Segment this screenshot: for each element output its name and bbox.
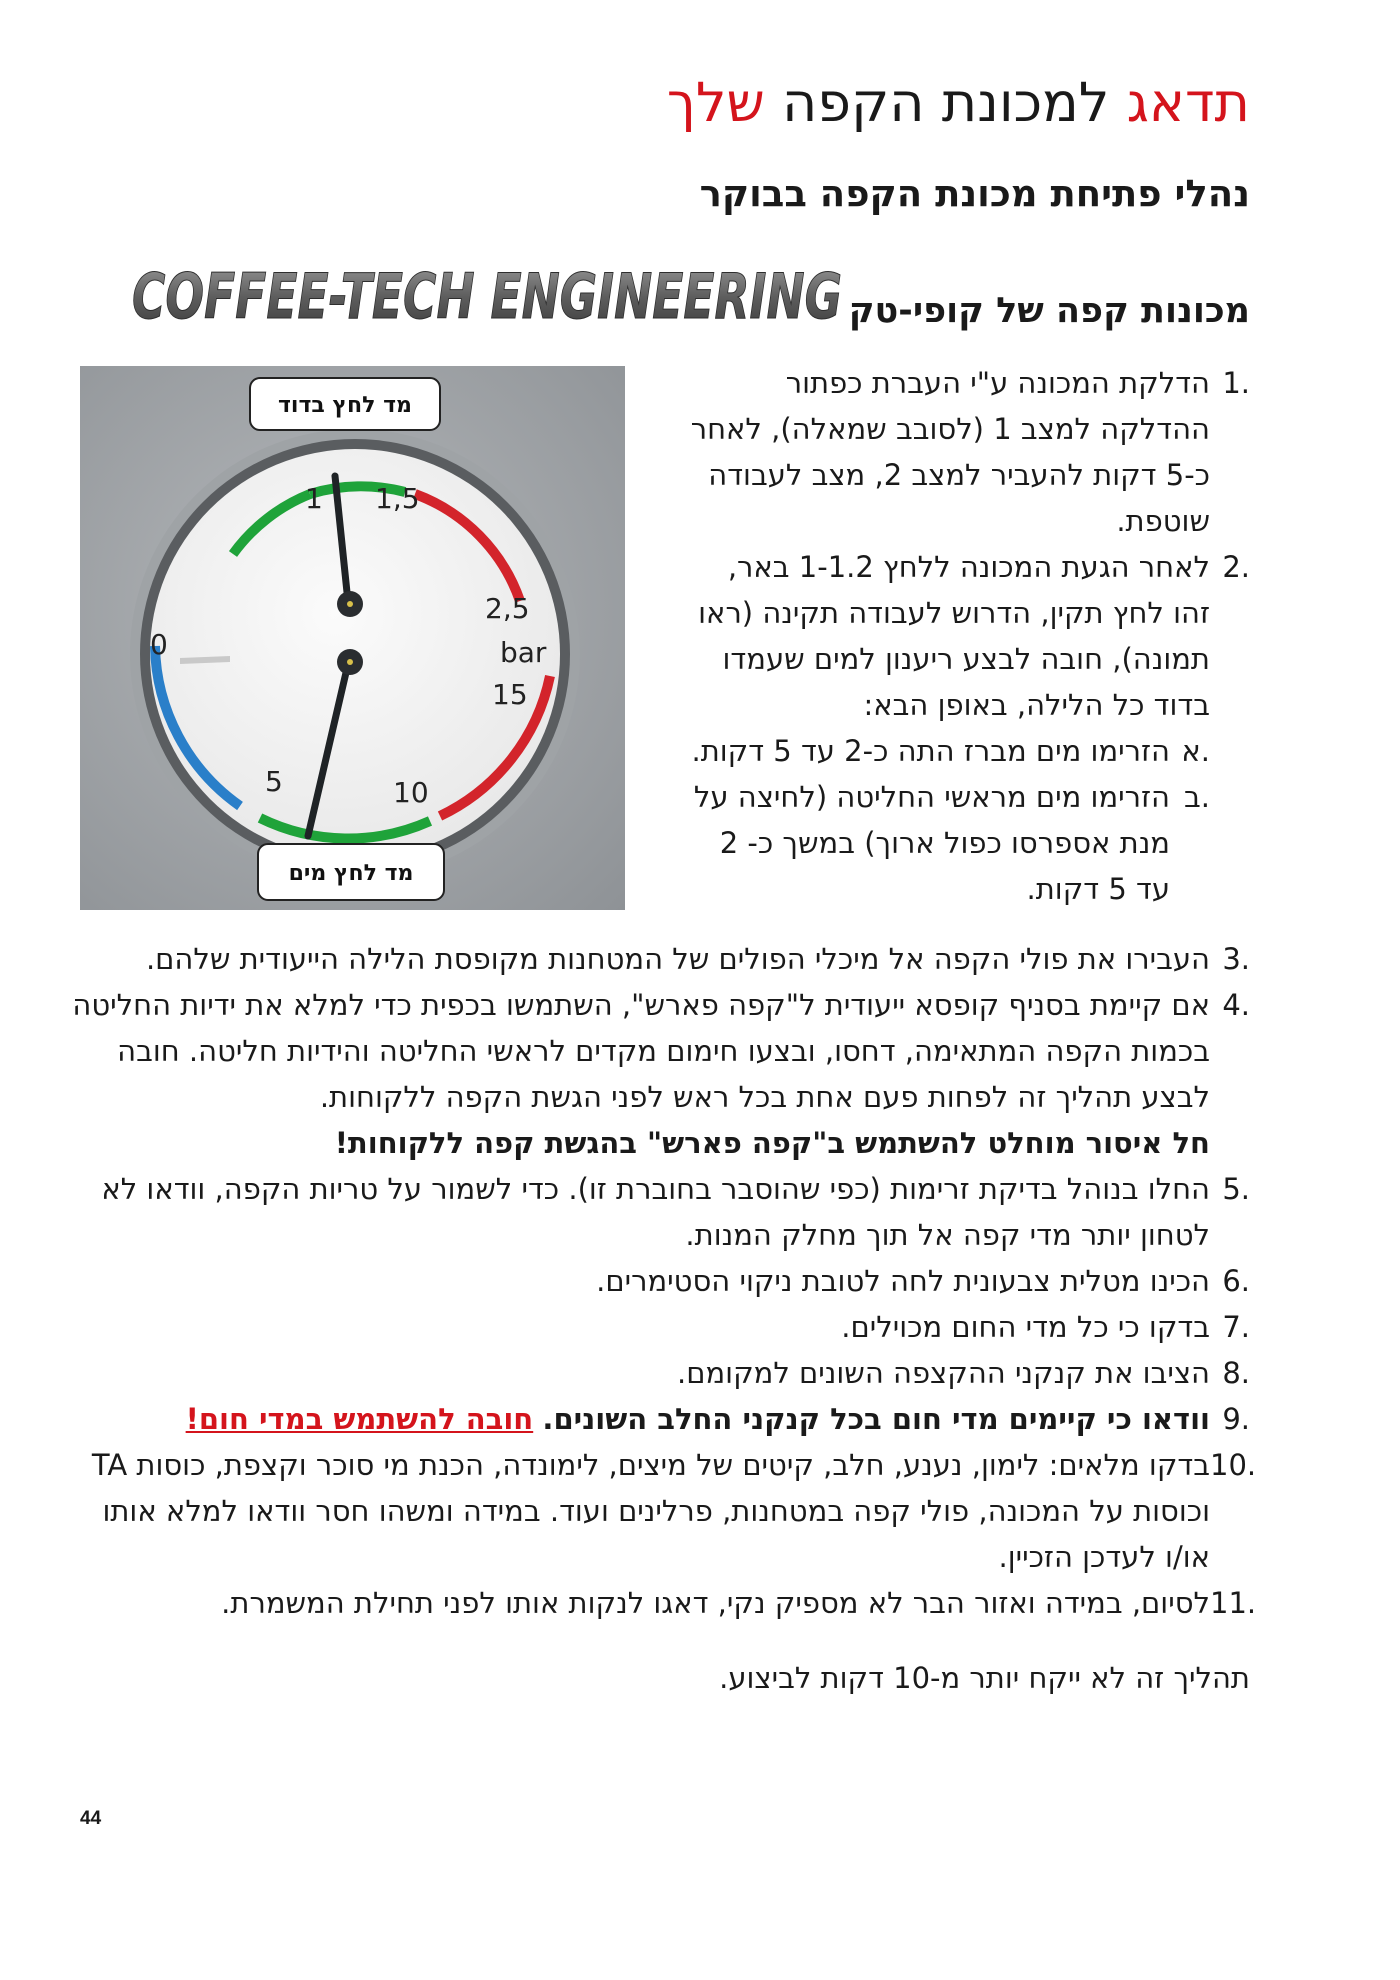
list-item <box>690 544 1250 728</box>
list-item <box>50 1258 1250 1304</box>
tick-label-1-5: 1,5 <box>375 482 420 515</box>
title-word-2: למכונת הקפה <box>764 71 1127 134</box>
step-text: הדלקת המכונה ע"י העברת כפתור ההדלקה למצב 1 (לסובב שמאלה), לאחר כ-5 דקות להעביר למצב 2, מצב לעבודה שוטפת. <box>690 366 1210 538</box>
water-pressure-label: מד לחץ מים <box>288 861 414 886</box>
list-item <box>50 982 1250 1166</box>
sub-letter: .א <box>1181 734 1210 768</box>
step-number: .10 <box>1210 1448 1257 1482</box>
step-4-warning: חל איסור מוחלט להשתמש ב"קפה פארש" בהגשת קפה ללקוחות! <box>334 1126 1210 1160</box>
page-title <box>150 72 1250 134</box>
steps-list-top <box>690 360 1250 912</box>
list-item <box>50 936 1250 982</box>
coffee-tech-logo <box>128 258 848 330</box>
tick-label-2-5: 2,5 <box>485 592 530 625</box>
step-text: בדקו כי כל מדי החום מכוילים. <box>841 1310 1210 1344</box>
section-heading: מכונות קפה של קופי-טק <box>848 291 1250 331</box>
tick-label-0: 0 <box>150 628 168 661</box>
sub-item <box>690 774 1210 912</box>
water-needle-pin <box>347 659 353 665</box>
list-item <box>690 360 1250 544</box>
tick-label-10: 10 <box>393 776 429 809</box>
list-item <box>50 1580 1257 1626</box>
step-text: הציבו את קנקני ההקצפה השונים למקומם. <box>677 1356 1210 1390</box>
sub-letter: .ב <box>1184 780 1210 814</box>
duration-note: תהליך זה לא ייקח יותר מ-10 דקות לביצוע. <box>719 1661 1250 1695</box>
page-number: 44 <box>80 1808 102 1829</box>
list-item <box>50 1442 1257 1580</box>
tick-label-1: 1 <box>305 482 323 515</box>
step-number: .4 <box>1222 988 1250 1022</box>
step-number: .5 <box>1222 1172 1250 1206</box>
boiler-pressure-label: מד לחץ בדוד <box>278 393 412 418</box>
sub-text: הזרימו מים מברז התה כ-2 עד 5 דקות. <box>691 734 1170 768</box>
step-text: העבירו את פולי הקפה אל מיכלי הפולים של המטחנות מקופסת הלילה הייעודית שלהם. <box>145 942 1210 976</box>
step-text: החלו בנוהל בדיקת זרימות (כפי שהוסבר בחוברת זו). כדי לשמור על טריות הקפה, וודאו לא לטחון יותר מדי קפה אל תוך מחלק המנות. <box>101 1172 1210 1252</box>
list-item <box>50 1166 1250 1258</box>
tick-label-15: 15 <box>492 678 528 711</box>
step-text: הכינו מטלית צבעונית לחה לטובת ניקוי הסטימרים. <box>596 1264 1210 1298</box>
step-number: .9 <box>1222 1402 1250 1436</box>
step-text <box>50 982 1210 1166</box>
sub-text: הזרימו מים מראשי החליטה (לחיצה על מנת אספרסו כפול ארוך) במשך כ- 2 עד 5 דקות. <box>693 780 1170 906</box>
logo-text: COFFEE-TECH ENGINEERING <box>132 260 842 330</box>
list-item <box>50 1396 1250 1442</box>
step-number: .6 <box>1222 1264 1250 1298</box>
step-text: בדקו מלאים: לימון, נענע, חלב, קיטים של מיצים, לימונדה, הכנת מי סוכר וקצפת, כוסות TA וכוסות על המכונה, פולי קפה במטחנות, פרלינים ועוד. במידה ומשהו חסר וודאו למלא אותו או/ו לעדכן הזכיין. <box>91 1448 1210 1574</box>
steps-list-full <box>50 936 1257 1626</box>
step-text: לסיום, במידה ואזור הבר לא מספיק נקי, דאגו לנקות אותו לפני תחילת המשמרת. <box>221 1586 1210 1620</box>
step-4-body: אם קיימת בסניף קופסא ייעודית ל"קפה פארש", השתמשו בכפית כדי למלא את ידיות החליטה בכמות הקפה המתאימה, דחסו, ובצעו חימום מקדים לראשי החליטה והידיות חליטה. חובה לבצע תהליך זה לפחות פעם אחת בכל ראש לפני הגשת הקפה ללקוחות. <box>72 988 1210 1114</box>
list-item <box>50 1350 1250 1396</box>
step-number: .3 <box>1222 942 1250 976</box>
step-number: .2 <box>1222 550 1250 584</box>
title-word-3: שלך <box>666 71 765 134</box>
step-number: .8 <box>1222 1356 1250 1390</box>
sub-item <box>690 728 1210 774</box>
gauge-unit-label: bar <box>500 636 547 669</box>
boiler-needle-pin <box>347 601 353 607</box>
list-item <box>50 1304 1250 1350</box>
step-number: .11 <box>1210 1586 1257 1620</box>
page-subtitle: נהלי פתיחת מכונת הקפה בבוקר <box>699 172 1250 215</box>
step-number: .7 <box>1222 1310 1250 1344</box>
tick-label-5: 5 <box>265 765 283 798</box>
pressure-gauge-photo <box>80 366 625 910</box>
step-text: לאחר הגעת המכונה ללחץ 1-1.2 באר, זהו לחץ תקין, הדרוש לעבודה תקינה (ראו תמונה), חובה לבצע ריענון למים שעמדו בדוד כל הלילה, באופן הבא: <box>698 550 1210 722</box>
title-word-1: תדאג <box>1126 71 1250 134</box>
step-number: .1 <box>1222 366 1250 400</box>
step-text <box>50 1396 1210 1442</box>
thermometer-warning-link[interactable]: חובה להשתמש במדי חום! <box>185 1402 534 1436</box>
step-9-body: וודאו כי קיימים מדי חום בכל קנקני החלב השונים. <box>542 1402 1210 1436</box>
